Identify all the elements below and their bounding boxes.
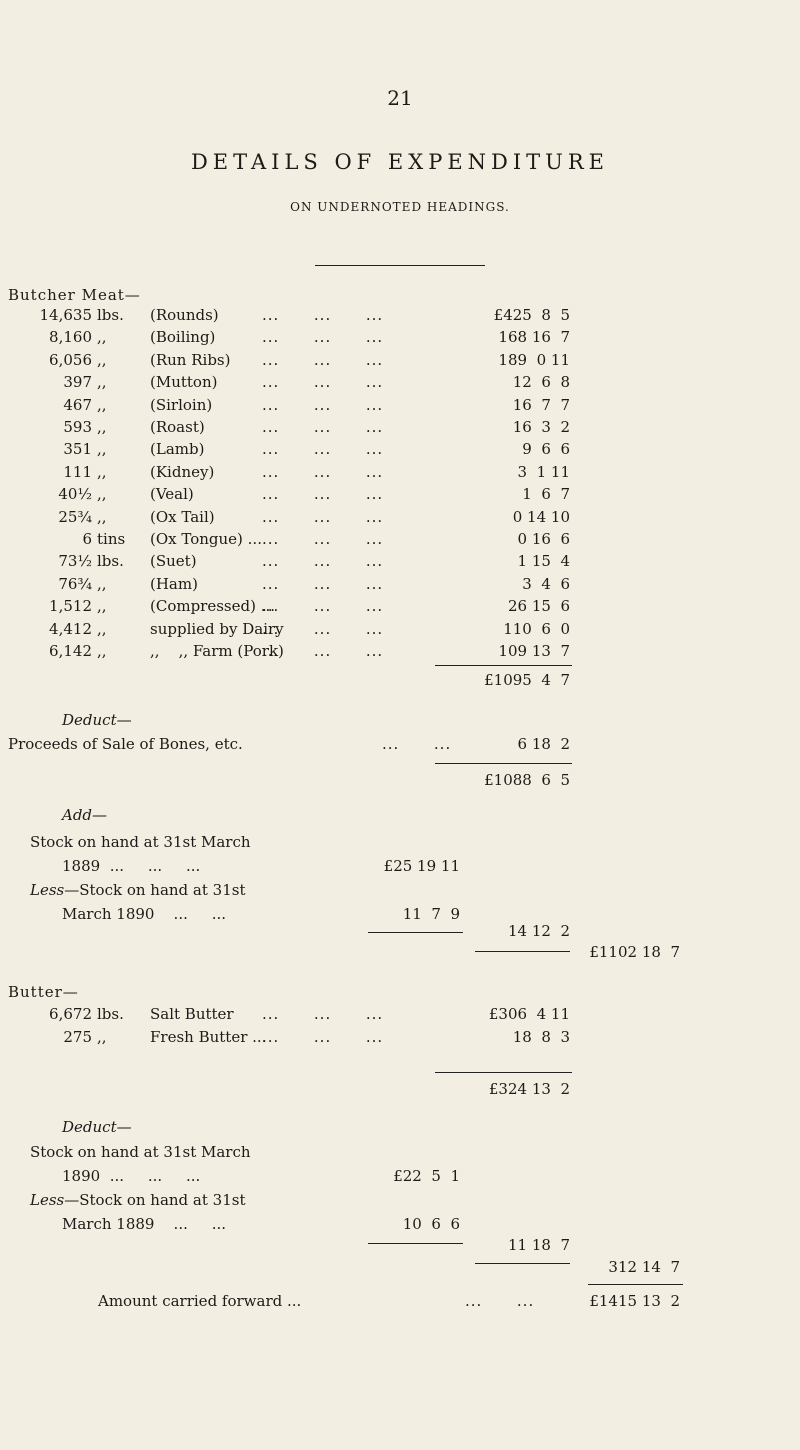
less-amount: 11 7 9 <box>402 905 460 923</box>
butter-adjustment: 11 18 7 <box>507 1236 570 1254</box>
description: (Ox Tongue) ... <box>150 530 262 548</box>
amount: 12 6 8 <box>512 373 570 392</box>
description: (Ham) <box>150 574 198 593</box>
section-heading-butter: Butter— <box>8 983 79 1001</box>
list-item <box>0 485 800 507</box>
page-number: 21 <box>387 86 413 110</box>
quantity: 467 <box>63 395 92 414</box>
dots: ... ... ... <box>262 440 384 459</box>
description: (Roast) <box>150 418 205 436</box>
amount: 1 6 7 <box>522 485 570 504</box>
unit: ,, <box>97 395 107 414</box>
rule <box>475 1263 570 1264</box>
unit: ,, <box>97 574 107 593</box>
deduct-description: Proceeds of Sale of Bones, etc. <box>8 735 243 753</box>
page-title: DETAILS OF EXPENDITURE <box>190 150 610 174</box>
dots: ... ... ... <box>262 597 384 616</box>
amount: 9 6 6 <box>522 440 570 459</box>
quantity: 6 <box>82 530 92 548</box>
quantity: 351 <box>63 440 92 459</box>
dots: ... ... ... <box>262 306 384 324</box>
amount: 110 6 0 <box>503 619 570 638</box>
amount: 0 14 10 <box>512 507 570 526</box>
dots: ... ... ... <box>262 530 384 548</box>
deduct-amount: £22 5 1 <box>393 1167 460 1185</box>
description: (Veal) <box>150 485 194 504</box>
amount: 3 1 11 <box>517 462 570 481</box>
dots: ... ... ... <box>262 619 384 638</box>
unit: tins <box>97 530 126 548</box>
add-line: Stock on hand at 31st March <box>30 833 251 851</box>
less-amount: 10 6 6 <box>402 1215 460 1233</box>
description: (Rounds) <box>150 306 219 324</box>
quantity: 25¾ <box>58 507 92 526</box>
rule <box>435 1072 572 1073</box>
dots: ... ... ... <box>262 350 384 369</box>
amount: 26 15 6 <box>507 597 570 616</box>
dots: ... ... ... <box>262 1005 384 1023</box>
dots: ... ... ... <box>262 485 384 504</box>
rule <box>588 1284 683 1285</box>
description: (Boiling) <box>150 328 216 347</box>
quantity: 397 <box>63 373 92 392</box>
quantity: 6,142 <box>49 642 92 660</box>
amount: 189 0 11 <box>498 350 570 369</box>
description: (Suet) <box>150 552 197 571</box>
list-item <box>0 463 800 485</box>
unit: ,, <box>97 619 107 638</box>
unit: lbs. <box>97 1005 124 1023</box>
list-item <box>0 642 800 664</box>
deduct-label: Deduct— <box>62 711 132 729</box>
list-item <box>0 620 800 642</box>
description: supplied by Dairy <box>150 619 284 638</box>
quantity: 14,635 <box>39 306 92 324</box>
list-item <box>0 328 800 350</box>
add-label: Add— <box>62 806 108 824</box>
dots: ... ... ... <box>262 373 384 392</box>
description: (Compressed) ... <box>150 597 276 616</box>
description: ,, ,, Farm (Pork) <box>150 642 284 660</box>
dots: ... ... ... <box>262 642 384 660</box>
quantity: 6,056 <box>49 350 92 369</box>
butcher-subtotal: £1095 4 7 <box>484 671 570 689</box>
dots: ... ... ... <box>262 574 384 593</box>
quantity: 76¾ <box>58 574 92 593</box>
unit: ,, <box>97 642 107 660</box>
dots: ... ... <box>465 1292 535 1310</box>
quantity: 6,672 <box>49 1005 92 1023</box>
carried-forward-amount: £1415 13 2 <box>589 1292 680 1310</box>
amount: 3 4 6 <box>522 574 570 593</box>
butcher-total: £1102 18 7 <box>589 943 680 961</box>
description: (Kidney) <box>150 462 215 481</box>
amount: £425 8 5 <box>493 306 570 324</box>
dots: ... ... ... <box>262 507 384 526</box>
amount: 16 3 2 <box>512 418 570 436</box>
list-item <box>0 552 800 574</box>
dots: ... ... <box>382 735 452 753</box>
list-item <box>0 575 800 597</box>
add-amount: £25 19 11 <box>383 857 460 875</box>
quantity: 4,412 <box>49 619 92 638</box>
list-item <box>0 597 800 619</box>
unit: lbs. <box>97 552 124 571</box>
butcher-adjustment: 14 12 2 <box>507 922 570 940</box>
amount: 18 8 3 <box>512 1028 570 1046</box>
less-line: March 1890 ... ... <box>62 905 226 923</box>
deduct-amount: 6 18 2 <box>517 735 570 753</box>
unit: ,, <box>97 418 107 436</box>
butter-subtotal: £324 13 2 <box>488 1080 570 1098</box>
page-subtitle: ON UNDERNOTED HEADINGS. <box>290 200 510 214</box>
unit: ,, <box>97 440 107 459</box>
rule <box>475 951 570 952</box>
less-line: Less—Stock on hand at 31st <box>30 1191 246 1209</box>
unit: ,, <box>97 462 107 481</box>
deduct-label: Deduct— <box>62 1118 132 1136</box>
quantity: 111 <box>63 462 92 481</box>
unit: ,, <box>97 597 107 616</box>
amount: 109 13 7 <box>498 642 570 660</box>
amount: 0 16 6 <box>517 530 570 548</box>
quantity: 8,160 <box>49 328 92 347</box>
list-item <box>0 418 800 440</box>
list-item <box>0 373 800 395</box>
list-item <box>0 396 800 418</box>
description: (Lamb) <box>150 440 205 459</box>
quantity: 40½ <box>58 485 92 504</box>
quantity: 275 <box>63 1028 92 1046</box>
deduct-line: 1890 ... ... ... <box>62 1167 201 1185</box>
unit: ,, <box>97 373 107 392</box>
description: (Sirloin) <box>150 395 213 414</box>
butter-total: 312 14 7 <box>608 1258 680 1276</box>
list-item <box>0 351 800 373</box>
butcher-net: £1088 6 5 <box>484 771 570 789</box>
rule <box>435 665 572 666</box>
description: Fresh Butter ... <box>150 1028 267 1046</box>
rule <box>435 763 572 764</box>
amount: 168 16 7 <box>498 328 570 347</box>
list-item <box>0 306 800 328</box>
dots: ... ... ... <box>262 462 384 481</box>
description: (Mutton) <box>150 373 218 392</box>
list-item <box>0 1005 800 1027</box>
amount: £306 4 11 <box>488 1005 570 1023</box>
less-line: March 1889 ... ... <box>62 1215 226 1233</box>
dots: ... ... ... <box>262 328 384 347</box>
unit: ,, <box>97 485 107 504</box>
deduct-line: Stock on hand at 31st March <box>30 1143 251 1161</box>
amount: 1 15 4 <box>517 552 570 571</box>
quantity: 1,512 <box>49 597 92 616</box>
description: (Run Ribs) <box>150 350 231 369</box>
description: Salt Butter <box>150 1005 234 1023</box>
quantity: 73½ <box>58 552 92 571</box>
unit: ,, <box>97 507 107 526</box>
dots: ... ... ... <box>262 395 384 414</box>
title-divider <box>315 265 485 266</box>
unit: ,, <box>97 328 107 347</box>
unit: ,, <box>97 350 107 369</box>
amount: 16 7 7 <box>512 395 570 414</box>
dots: ... ... ... <box>262 418 384 436</box>
description: (Ox Tail) <box>150 507 215 526</box>
less-line: Less—Stock on hand at 31st <box>30 881 246 899</box>
dots: ... ... ... <box>262 552 384 571</box>
carried-forward-label: Amount carried forward ... <box>98 1292 302 1310</box>
unit: lbs. <box>97 306 124 324</box>
add-line: 1889 ... ... ... <box>62 857 201 875</box>
list-item <box>0 1028 800 1050</box>
list-item <box>0 508 800 530</box>
list-item <box>0 440 800 462</box>
section-heading-butcher-meat: Butcher Meat— <box>8 286 141 304</box>
unit: ,, <box>97 1028 107 1046</box>
list-item <box>0 530 800 552</box>
quantity: 593 <box>63 418 92 436</box>
dots: ... ... ... <box>262 1028 384 1046</box>
